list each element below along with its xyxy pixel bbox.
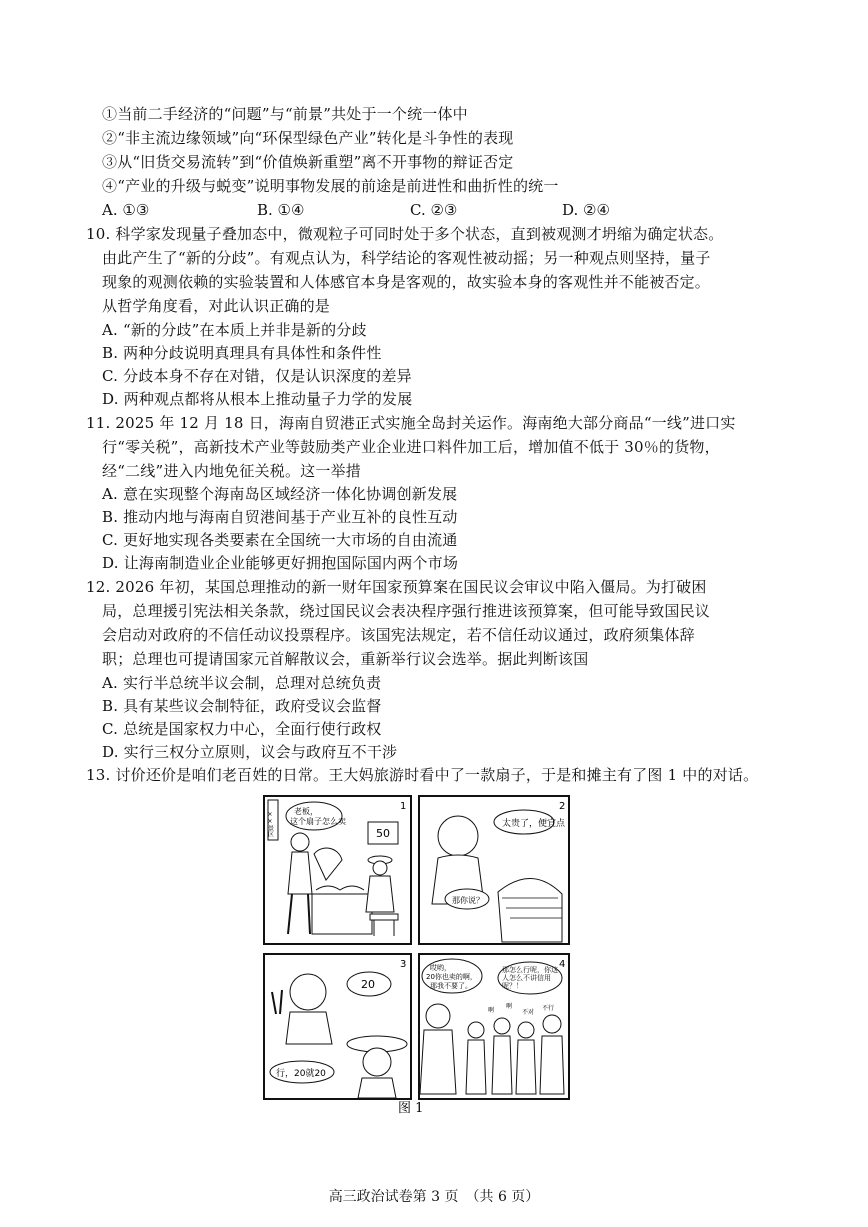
q12-stem-line-1: 12. 2026 年初，某国总理推动的新一财年国家预算案在国民议会审议中陷入僵局。为打破困 — [86, 578, 707, 596]
q9-option-a: A. ①③ — [102, 201, 150, 219]
q12-stem-line-3: 会启动对政府的不信任动议投票程序。该国宪法规定，若不信任动议通过，政府须集体辞 — [102, 626, 695, 644]
p4-small-4: 不行 — [542, 1005, 555, 1012]
crowd-person-1 — [468, 1022, 484, 1038]
p4-small-2: 啊 — [506, 1003, 513, 1010]
q10-option-c: C. 分歧本身不存在对错，仅是认识深度的差异 — [102, 367, 412, 385]
p4-speech-line-2: 20你也卖的啊， — [426, 973, 477, 981]
q12-option-b: B. 具有某些议会制特征，政府受议会监督 — [102, 697, 382, 715]
panel-number-3: 3 — [400, 959, 407, 970]
q9-option-c: C. ②③ — [410, 201, 458, 219]
q12-option-c: C. 总统是国家权力中心，全面行使行政权 — [102, 720, 382, 738]
q12-stem-line-2: 局，总理援引宪法相关条款，绕过国民议会表决程序强行推进该预算案，但可能导致国民议 — [102, 602, 711, 620]
scenic-sign-text: ××景区 — [266, 811, 274, 837]
q11-option-d: D. 让海南制造业企业能够更好拥抱国际国内两个市场 — [102, 554, 459, 572]
q10-stem-line-3: 现象的观测依赖的实验装置和人体感官本身是客观的，故实验本身的客观性并不能被否定。 — [102, 273, 711, 291]
q9-statement-3: ③从“旧货交易流转”到“价值焕新重塑”离不开事物的辩证否定 — [102, 153, 514, 171]
q13-stem: 13. 讨价还价是咱们老百姓的日常。王大妈旅游时看中了一款扇子，于是和摊主有了图 1 中的对话。 — [86, 766, 759, 784]
aunt-head-4 — [426, 1004, 450, 1028]
q9-statement-1: ①当前二手经济的“问题”与“前景”共处于一个统一体中 — [102, 105, 468, 123]
aunt-body-4 — [420, 1030, 456, 1094]
p4-small-1: 啊 — [488, 1007, 495, 1014]
panel-number-2: 2 — [559, 801, 566, 812]
q11-stem-line-2: 行“零关税”，高新技术产业等鼓励类产业企业进口料件加工后，增加值不低于 30％的货物， — [102, 438, 720, 456]
q10-stem-line-1: 10. 科学家发现量子叠加态中，微观粒子可同时处于多个状态，直到被观测才坍缩为确定状态。 — [86, 225, 724, 243]
vendor-head — [373, 861, 387, 875]
p3-price: 20 — [361, 978, 375, 991]
p4-small-3: 不对 — [522, 1009, 535, 1016]
figure-caption: 图 1 — [398, 1101, 424, 1116]
q10-stem-line-4: 从哲学角度看，对此认识正确的是 — [102, 297, 331, 315]
q11-stem-line-3: 经“二线”进入内地免征关税。这一举措 — [102, 462, 361, 480]
aunt-body-3 — [286, 1012, 332, 1044]
p1-price: 50 — [376, 827, 390, 840]
comic-figure — [262, 790, 602, 1120]
q9-statement-4: ④“产业的升级与蜕变”说明事物发展的前途是前进性和曲折性的统一 — [102, 177, 559, 195]
customer-head — [291, 833, 309, 851]
crowd-person-2 — [494, 1018, 510, 1034]
customer-body — [288, 852, 312, 894]
aunt-head-3 — [290, 974, 326, 1010]
p2-speech: 太贵了，便宜点 — [502, 819, 566, 829]
q9-statement-2: ②“非主流边缘领域”向“环保型绿色产业”转化是斗争性的表现 — [102, 129, 514, 147]
p4-speech-line-3: 那我不要了。 — [430, 982, 472, 990]
vendor-head-3 — [363, 1048, 391, 1076]
p4-speech-line-1: 哎哟， — [430, 964, 451, 972]
q10-option-d: D. 两种观点都将从根本上推动量子力学的发展 — [102, 390, 413, 408]
stall-table — [312, 894, 372, 934]
q11-option-c: C. 更好地实现各类要素在全国统一大市场的自由流通 — [102, 531, 458, 549]
q12-option-d: D. 实行三权分立原则，议会与政府互不干涉 — [102, 743, 398, 761]
q12-option-a: A. 实行半总统半议会制，总理对总统负责 — [102, 674, 382, 692]
crowd-body-4 — [540, 1036, 564, 1094]
q10-option-b: B. 两种分歧说明真理具有具体性和条件性 — [102, 344, 382, 362]
crowd-person-3 — [518, 1022, 534, 1038]
page-footer: 高三政治试卷第 3 页 （共 6 页） — [328, 1189, 540, 1205]
crowd-person-4 — [543, 1015, 561, 1033]
q10-stem-line-2: 由此产生了“新的分歧”。有观点认为，科学结论的客观性被动摇；另一种观点则坚持，量子 — [102, 249, 711, 267]
vendor-body-3 — [358, 1078, 396, 1098]
p2-reply: 那你说？ — [452, 896, 484, 905]
q11-option-b: B. 推动内地与海南自贸港间基于产业互补的良性互动 — [102, 508, 458, 526]
vendor-stool — [370, 914, 398, 920]
crowd-body-3 — [516, 1040, 536, 1094]
p3-reply: 行，20就20 — [276, 1069, 326, 1079]
q12-stem-line-4: 职；总理也可提请国家元首解散议会，重新举行议会选举。据此判断该国 — [102, 650, 589, 668]
q11-stem-line-1: 11. 2025 年 12 月 18 日，海南自贸港正式实施全岛封关运作。海南绝大部分商品“一线”进口实 — [86, 414, 736, 432]
vendor-body — [366, 876, 394, 912]
q10-option-a: A. “新的分歧”在本质上并非是新的分歧 — [102, 321, 367, 339]
crowd-body-1 — [466, 1040, 486, 1094]
p1-speech-line-1: 老板， — [294, 807, 318, 816]
vendor-hat-closeup — [498, 878, 562, 942]
p4-crowd: 那怎么行呢，你这人怎么不讲信用呢？！ — [502, 966, 558, 990]
panel-number-4: 4 — [559, 959, 566, 970]
crowd-body-2 — [492, 1036, 512, 1094]
q9-option-b: B. ①④ — [257, 201, 305, 219]
p4-crowd-wrap — [502, 966, 560, 994]
q11-option-a: A. 意在实现整个海南岛区域经济一体化协调创新发展 — [102, 485, 458, 503]
q9-option-d: D. ②④ — [562, 201, 610, 219]
panel-number-1: 1 — [400, 801, 407, 812]
aunt-head — [438, 816, 478, 856]
p1-speech-line-2: 这个扇子怎么卖 — [290, 817, 346, 826]
